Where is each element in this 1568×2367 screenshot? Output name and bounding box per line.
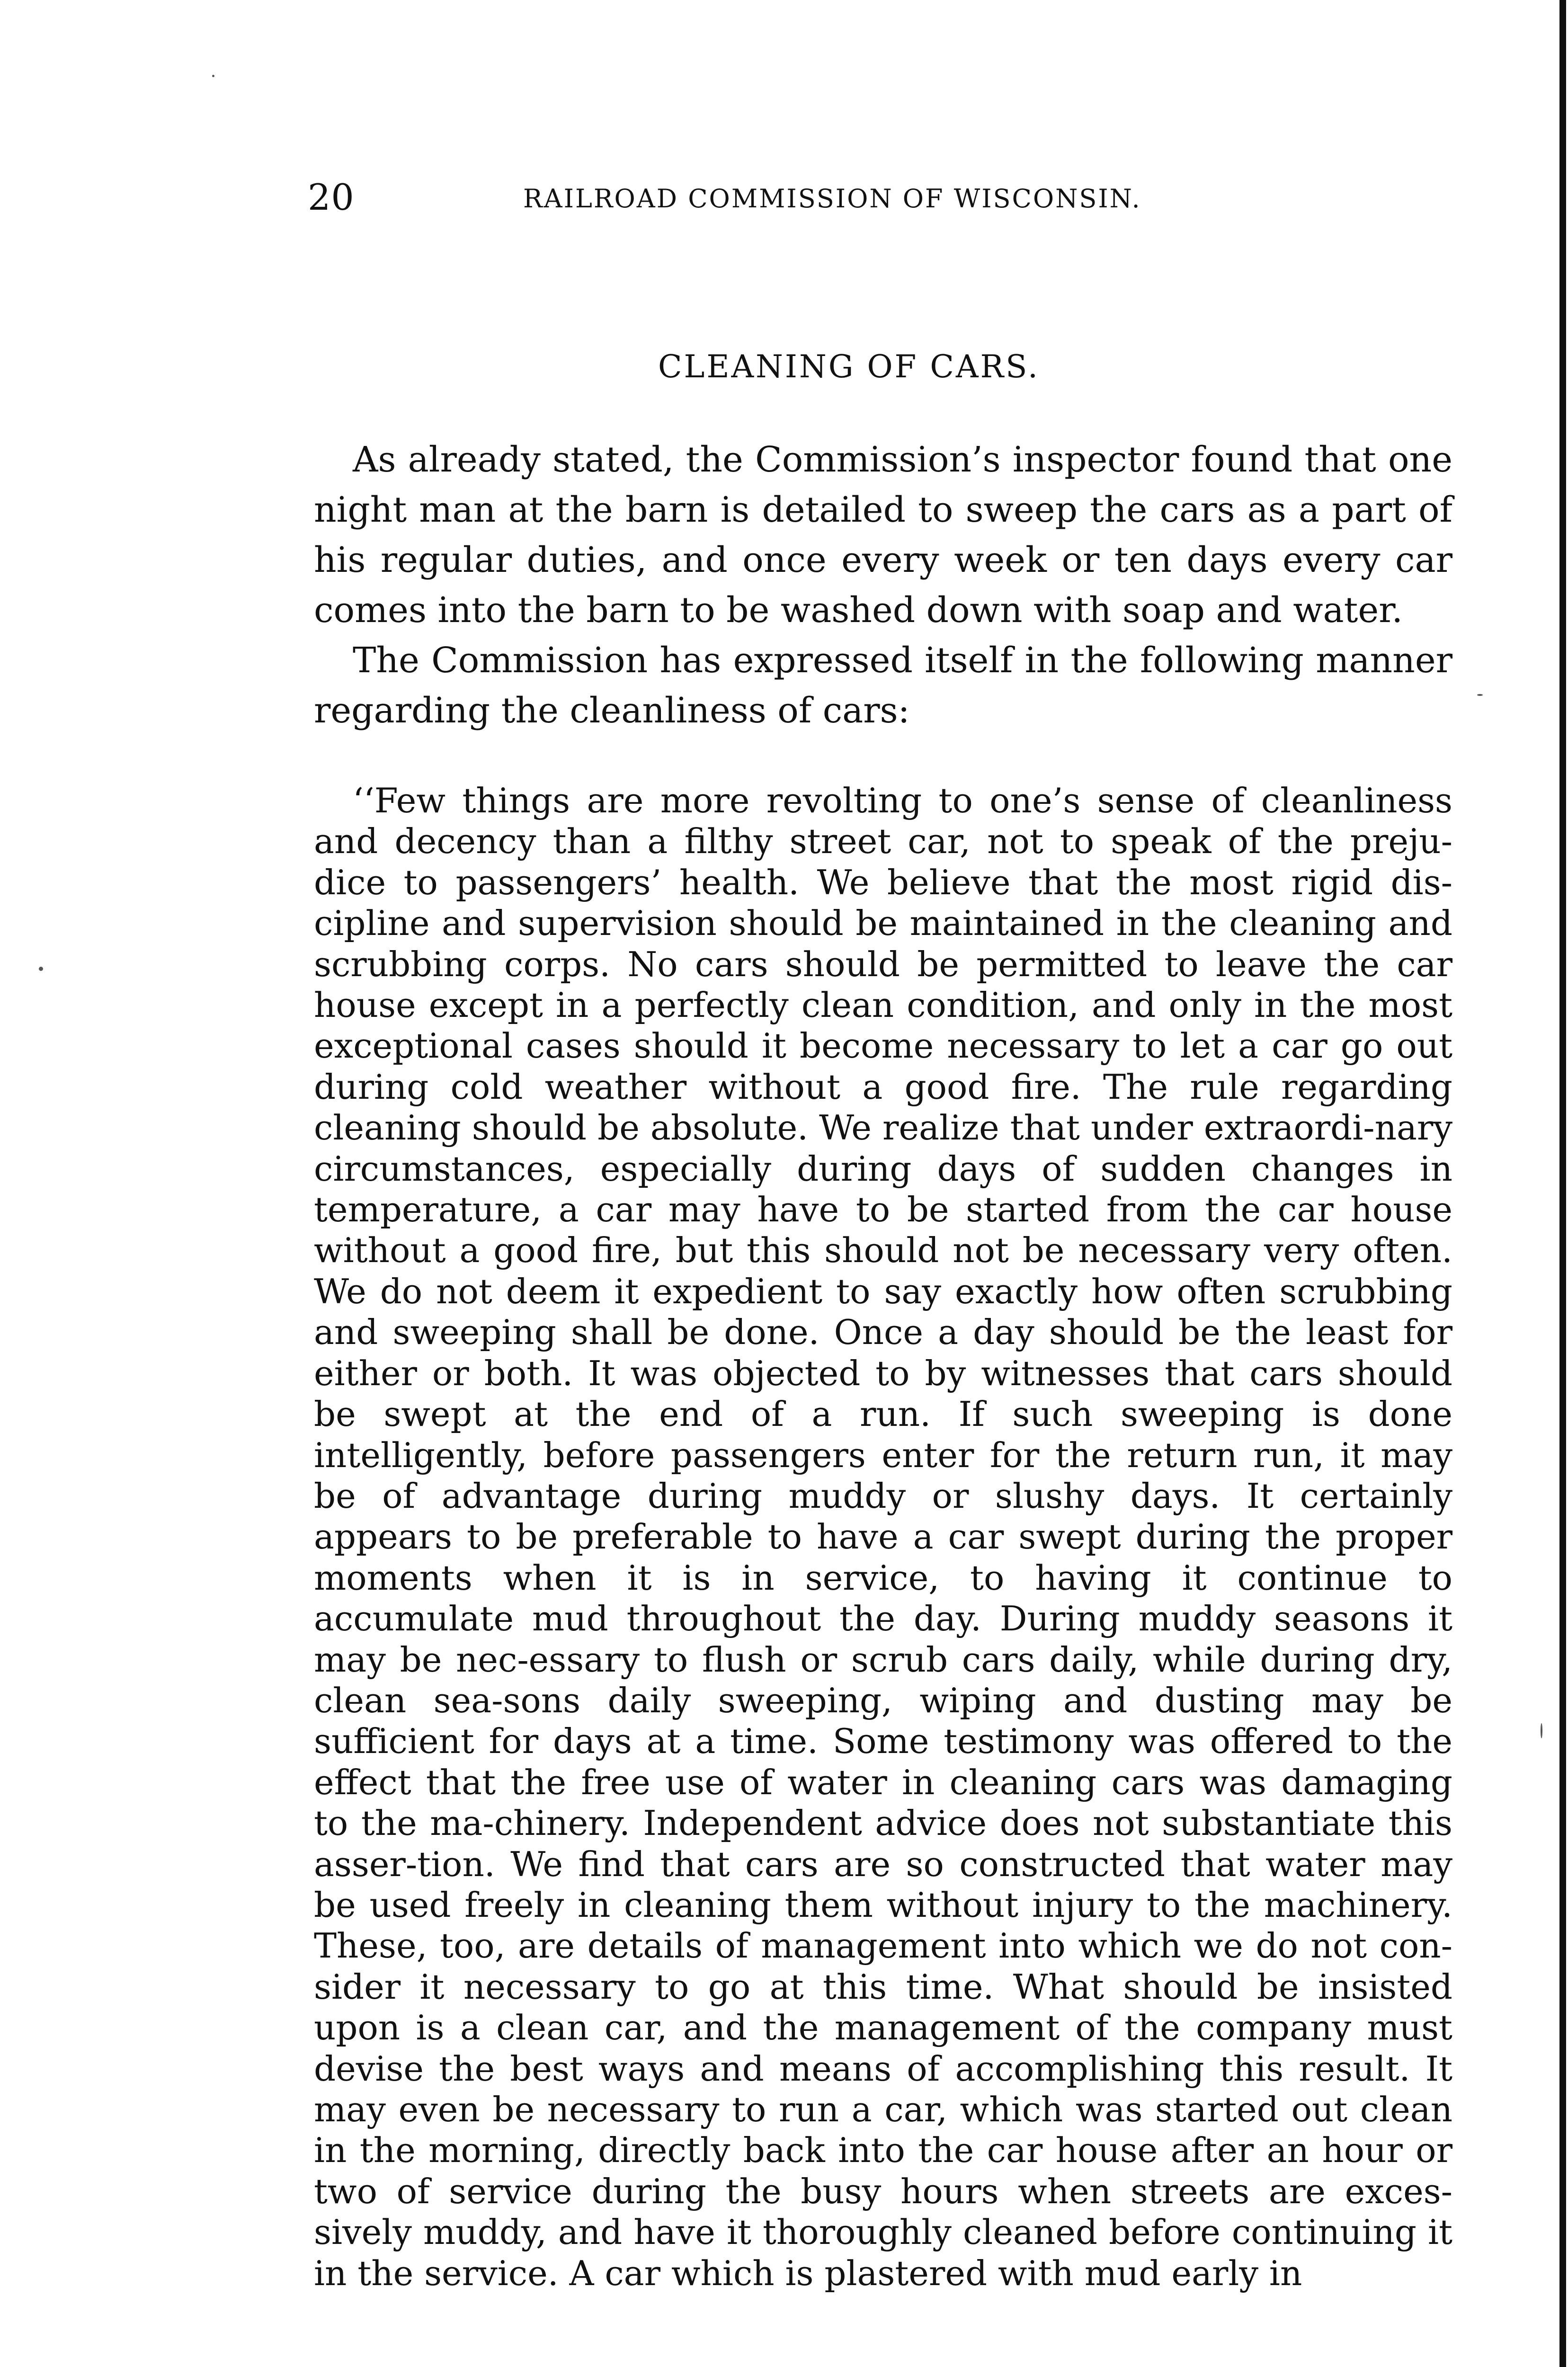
scan-speck-upper-right xyxy=(1477,694,1483,696)
section-title: CLEANING OF CARS. xyxy=(658,348,1040,385)
quoted-paragraph: ‘‘Few things are more revolting to one’s sense of cleanliness and decency than a filthy street car, not to speak of the preju-dice to passengers’ health. We believe that the most rigid dis-cipline and supervision should be maintained in the cleaning and scrubbing corps. No cars should be permitted to leave the car house except in a perfectly clean condition, and only in the most exceptional cases should it become necessary to let a car go out during cold weather without a good fire. The rule regarding cleaning should be absolute. We realize that under extraordi-nary circumstances, especially during days of sudden changes in temperature, a car may have to be started from the car house without a good fire, but this should not be necessary very often. We do not deem it expedient to say exactly how often scrubbing and sweeping shall be done. Once a day should be the least for either or both. It was objected to by witnesses that cars should be swept at the end of a run. If such sweeping is done intelligently, before passengers enter for the return run, it may be of advantage during muddy or slushy days. It certainly appears to be preferable to have a car swept during the proper moments when it is in service, to having it continue to accumulate mud throughout the day. During muddy seasons it may be nec-essary to flush or scrub cars daily, while during dry, clean sea-sons daily sweeping, wiping and dusting may be sufficient for days at a time. Some testimony was offered to the effect that the free use of water in cleaning cars was damaging to the ma-chinery. Independent advice does not substantiate this asser-tion. We find that cars are so constructed that water may be used freely in cleaning them without injury to the machinery. These, too, are details of management into which we do not con-sider it necessary to go at this time. What should be insisted upon is a clean car, and the management of the company must devise the best ways and means of accomplishing this result. It may even be necessary to run a car, which was started out clean in the morning, directly back into the car house after an hour or two of service during the busy hours when streets are exces-sively muddy, and have it thoroughly cleaned before continuing it in the service. A car which is plastered with mud early in xyxy=(314,781,1452,2293)
paragraph-1: As already stated, the Commission’s inspector found that one night man at the barn is detailed to sweep the cars as a part of his regular duties, and once every week or ten days every car comes into the barn to be washed down with soap and water. xyxy=(314,439,1452,631)
quoted-passage xyxy=(314,780,1452,2294)
running-head xyxy=(308,176,1451,219)
scan-speck-top-left xyxy=(212,75,214,77)
introductory-text xyxy=(314,435,1452,736)
scan-speck-right xyxy=(1541,1723,1542,1738)
page-number: 20 xyxy=(308,176,355,218)
scan-edge-right xyxy=(1559,0,1566,2367)
scan-speck-left xyxy=(39,967,43,971)
paragraph-2: The Commission has expressed itself in the following manner regarding the cleanliness of cars: xyxy=(314,640,1452,731)
running-title: RAILROAD COMMISSION OF WISCONSIN. xyxy=(523,184,1141,214)
